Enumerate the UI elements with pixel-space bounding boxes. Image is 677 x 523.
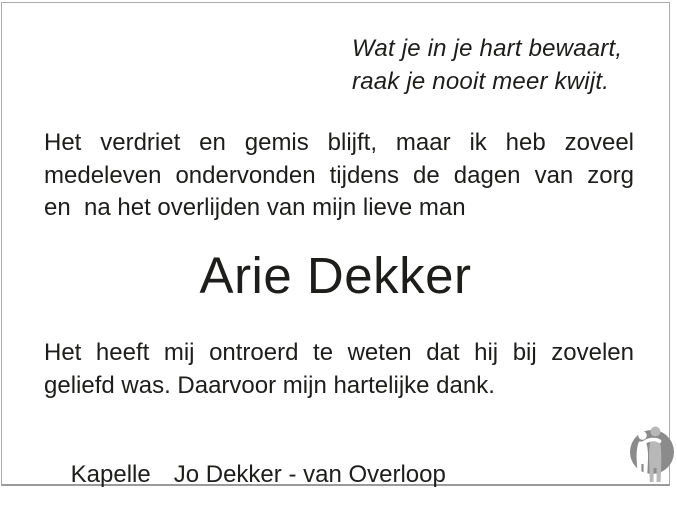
intro-paragraph [44,127,634,225]
intro-line: medeleven ondervonden tijdens de dagen van zorg [44,161,634,189]
signature-line [44,427,446,523]
signature-name: Jo Dekker - van Overloop [173,461,446,488]
quote-line: Wat je in je hart bewaart, [352,35,623,62]
thanks-line: Het heeft mij ontroerd te weten dat hij bij zovelen [44,339,634,366]
intro-line: Het verdriet en gemis blijft, maar ik heb zoveel [44,129,634,156]
deceased-name: Arie Dekker [199,247,472,304]
intro-line: en na het overlijden van mijn lieve man [44,194,466,221]
thanks-paragraph [44,337,634,402]
death-notice [1,2,670,486]
embracing-figures-logo-icon [628,424,676,484]
quote-line: raak je nooit meer kwijt. [352,68,610,95]
opening-quote [352,32,622,98]
signature-place: Kapelle [70,461,151,488]
thanks-line: geliefd was. Daarvoor mijn hartelijke dank. [44,371,495,399]
